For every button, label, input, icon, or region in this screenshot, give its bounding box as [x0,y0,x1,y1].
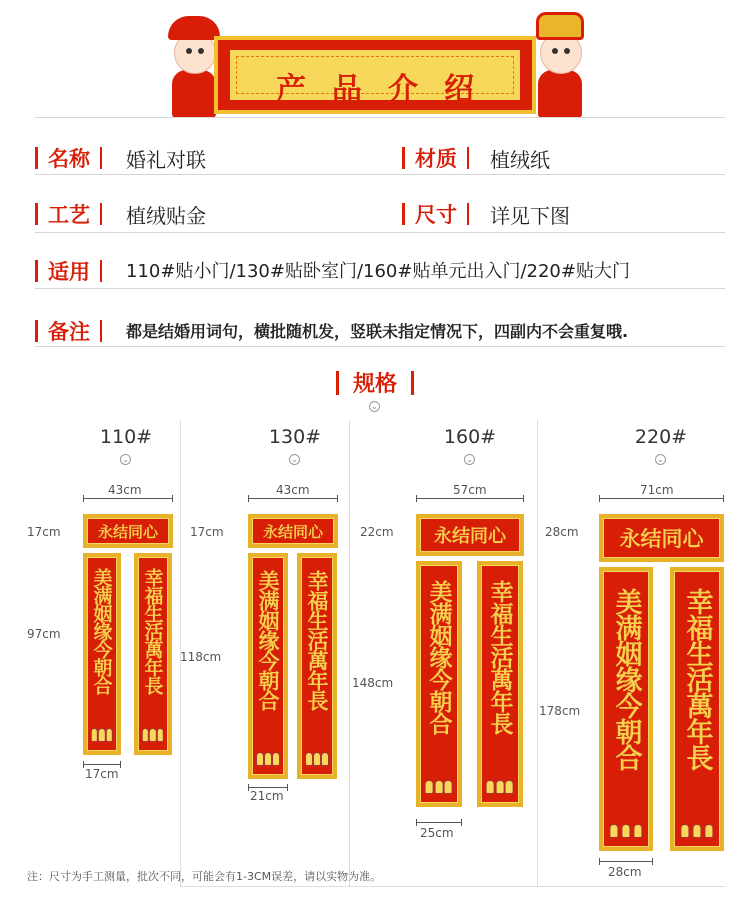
bride-figure [528,10,592,120]
eye-icon [552,48,558,54]
width-dimension [248,498,338,499]
eye-icon [564,48,570,54]
banner-inner [228,48,522,107]
page-title: 产品介绍 [276,72,500,107]
chevron-down-icon: ⌄ [655,454,666,465]
spec-title: 规格 [0,367,750,398]
width-label: 43cm [108,483,142,497]
side-width-dimension [599,861,653,862]
name-value: 婚礼对联 [126,148,206,172]
horizontal-scroll: 永结同心 [599,514,724,562]
side-width-dimension [83,764,121,765]
side-height-label: 97cm [27,627,61,641]
width-dimension [83,498,173,499]
size-label: 尺寸 [402,199,469,229]
horizontal-scroll: 永结同心 [83,514,173,548]
model-160: 160# [443,426,497,448]
size-value: 详见下图 [490,204,570,228]
side-width-label: 28cm [608,865,642,879]
width-dimension [599,498,724,499]
side-width-label: 25cm [420,826,454,840]
groom-hat [168,16,220,40]
side-width-dimension [416,822,462,823]
model-130: 130# [268,426,322,448]
bride-crown [536,12,584,40]
width-label: 43cm [276,483,310,497]
column-divider [349,420,350,886]
top-height-label: 22cm [360,525,394,539]
divider [35,232,725,233]
width-label: 71cm [640,483,674,497]
column-divider [537,420,538,886]
side-height-label: 148cm [352,676,394,690]
eye-icon [186,48,192,54]
side-height-label: 118cm [180,650,222,664]
chevron-down-icon: ⌄ [464,454,475,465]
horizontal-scroll: 永结同心 [416,514,524,556]
horizontal-scroll: 永结同心 [248,514,338,548]
left-couplet: 美满姻缘今朝合 [248,553,288,779]
top-height-label: 17cm [190,525,224,539]
divider [35,117,725,118]
craft-label: 工艺 [35,199,102,229]
width-dimension [416,498,524,499]
left-couplet: 美满姻缘今朝合 [83,553,121,755]
groom-robe [172,70,216,118]
name-label: 名称 [35,143,102,173]
material-value: 植绒纸 [490,148,550,172]
eye-icon [198,48,204,54]
remark-value: 都是结婚用词句，横批随机发，竖联未指定情况下，四副内不会重复哦. [126,322,629,341]
footnote: 注：尺寸为手工测量，批次不同，可能会有1-3CM误差，请以实物为准。 [27,870,382,883]
right-couplet: 幸福生活萬年長 [477,561,523,807]
model-220: 220# [634,426,688,448]
usage-label: 适用 [35,256,102,286]
right-couplet: 幸福生活萬年長 [134,553,172,755]
chevron-down-icon: ⌄ [289,454,300,465]
header-banner [214,36,536,114]
material-label: 材质 [402,143,469,173]
model-110: 110# [99,426,153,448]
divider [35,346,725,347]
top-height-label: 17cm [27,525,61,539]
divider [35,174,725,175]
chevron-down-icon: ⌄ [120,454,131,465]
side-width-label: 21cm [250,789,284,803]
remark-label: 备注 [35,316,102,346]
side-height-label: 178cm [539,704,581,718]
right-couplet: 幸福生活萬年長 [297,553,337,779]
craft-value: 植绒贴金 [126,204,206,228]
top-height-label: 28cm [545,525,579,539]
side-width-label: 17cm [85,767,119,781]
divider [35,288,725,289]
chevron-down-icon: ⌄ [369,401,380,412]
usage-value: 110#贴小门/130#贴卧室门/160#贴单元出入门/220#贴大门 [126,261,630,282]
bride-dress [538,70,582,118]
divider [180,886,725,887]
width-label: 57cm [453,483,487,497]
left-couplet: 美满姻缘今朝合 [599,567,653,851]
right-couplet: 幸福生活萬年長 [670,567,724,851]
side-width-dimension [248,787,288,788]
left-couplet: 美满姻缘今朝合 [416,561,462,807]
